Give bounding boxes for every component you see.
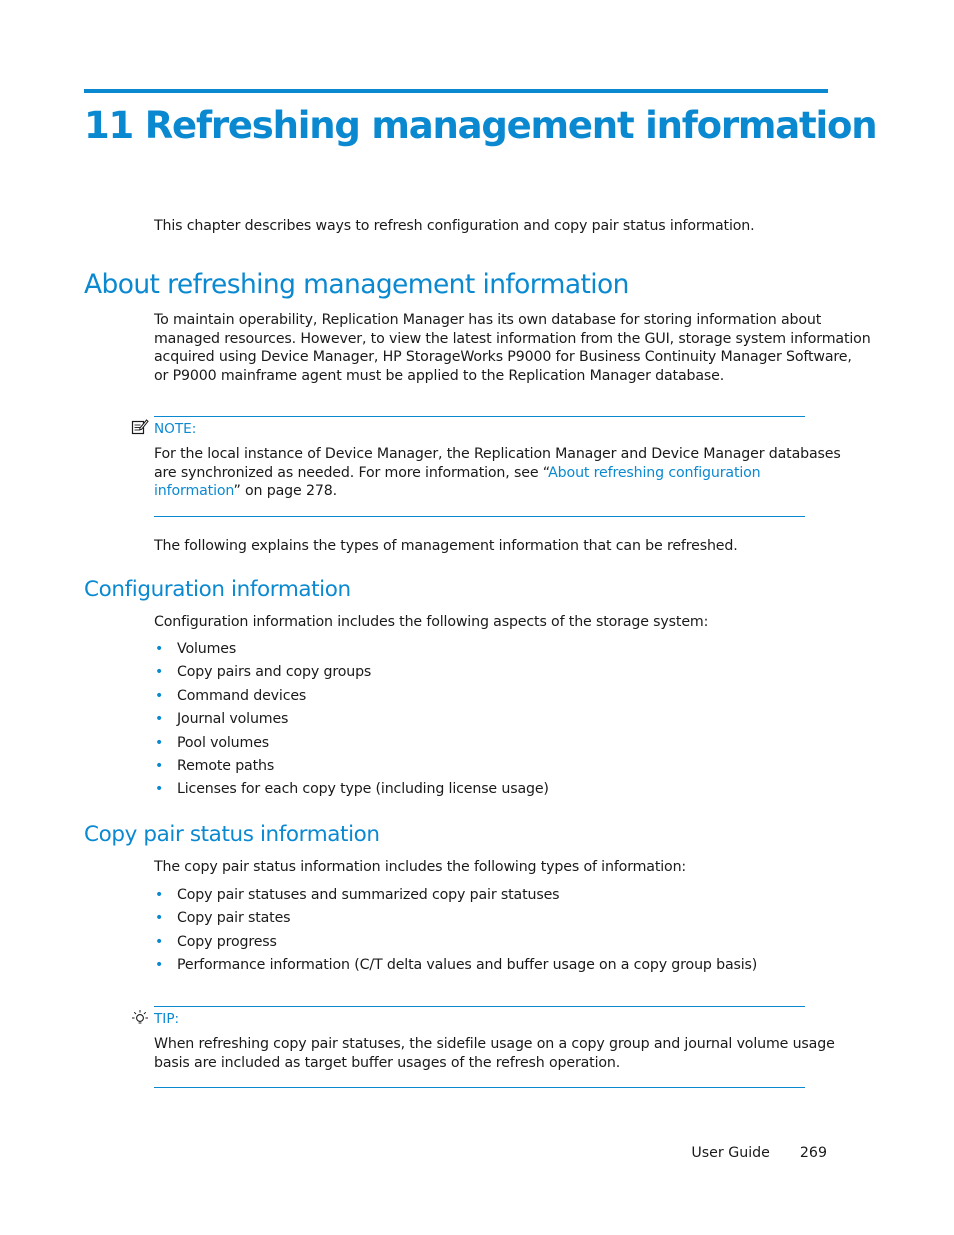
- bullet-icon: •: [155, 957, 164, 974]
- list-item: [154, 661, 549, 684]
- configuration-intro: Configuration information includes the following aspects of the storage system:: [154, 614, 709, 630]
- configuration-heading: Configuration information: [84, 577, 351, 602]
- bullet-icon: •: [155, 687, 164, 704]
- copy-pair-list: [154, 884, 757, 978]
- list-item: [154, 931, 757, 954]
- list-item-text: Journal volumes: [177, 711, 289, 728]
- bullet-icon: •: [155, 933, 164, 950]
- note-line-text: are synchronized as needed. For more information, see “: [154, 464, 549, 481]
- list-item-text: Licenses for each copy type (including license usage): [177, 781, 549, 798]
- tip-bottom-rule: [154, 1087, 805, 1088]
- note-top-rule: [154, 416, 805, 417]
- list-item-text: Volumes: [177, 641, 237, 657]
- about-paragraph-line: managed resources. However, to view the latest information from the GUI, storage system information: [154, 330, 871, 347]
- page-footer: [691, 1143, 827, 1163]
- chapter-title: 11 Refreshing management information: [84, 104, 877, 147]
- list-item-text: Copy progress: [177, 933, 277, 950]
- list-item: [154, 732, 549, 755]
- list-item: [154, 708, 549, 731]
- note-line: [154, 464, 761, 483]
- bullet-icon: •: [155, 781, 164, 798]
- list-item-text: Remote paths: [177, 758, 275, 775]
- note-link[interactable]: About refreshing configuration: [548, 464, 761, 481]
- bullet-icon: •: [155, 887, 164, 903]
- list-item-text: Pool volumes: [177, 734, 270, 751]
- note-line: [154, 482, 337, 501]
- bullet-icon: •: [155, 734, 164, 751]
- chapter-intro: This chapter describes ways to refresh configuration and copy pair status information.: [154, 218, 755, 234]
- list-item: [154, 907, 757, 930]
- bullet-icon: •: [155, 711, 164, 728]
- list-item: [154, 884, 757, 907]
- copy-pair-intro: The copy pair status information includes the following types of information:: [154, 859, 687, 875]
- list-item-text: Command devices: [177, 687, 307, 704]
- about-heading: About refreshing management information: [84, 269, 629, 300]
- tip-line: When refreshing copy pair statuses, the sidefile usage on a copy group and journal volume usage: [154, 1036, 835, 1052]
- list-item: [154, 755, 549, 778]
- about-paragraph-line: acquired using Device Manager, HP StorageWorks P9000 for Business Continuity Manager Software,: [154, 349, 852, 365]
- bullet-icon: •: [155, 758, 164, 775]
- copy-pair-heading: Copy pair status information: [84, 822, 380, 847]
- list-item-text: Copy pairs and copy groups: [177, 664, 372, 681]
- configuration-list: [154, 638, 549, 802]
- note-label: NOTE:: [154, 421, 197, 437]
- list-item-text: Copy pair statuses and summarized copy pair statuses: [177, 887, 560, 903]
- tip-top-rule: [154, 1006, 805, 1007]
- note-pencil-icon: [130, 417, 150, 437]
- list-item: [154, 685, 549, 708]
- footer-guide-name: User Guide: [691, 1145, 770, 1161]
- lightbulb-icon: [130, 1008, 150, 1028]
- note-line: For the local instance of Device Manager, the Replication Manager and Device Manager databases: [154, 446, 841, 462]
- list-item-text: Performance information (C/T delta values and buffer usage on a copy group basis): [177, 957, 758, 974]
- about-paragraph-line: or P9000 mainframe agent must be applied to the Replication Manager database.: [154, 367, 725, 384]
- bullet-icon: •: [155, 641, 164, 657]
- list-item: [154, 638, 549, 661]
- bullet-icon: •: [155, 910, 164, 927]
- tip-line: basis are included as target buffer usages of the refresh operation.: [154, 1054, 621, 1071]
- bullet-icon: •: [155, 664, 164, 681]
- list-item: [154, 954, 757, 977]
- note-bottom-rule: [154, 516, 805, 517]
- note-line-text: ” on page 278.: [233, 483, 337, 499]
- tip-label: TIP:: [154, 1011, 180, 1027]
- following-text: The following explains the types of management information that can be refreshed.: [154, 538, 738, 554]
- about-paragraph-line: To maintain operability, Replication Manager has its own database for storing information about: [154, 312, 822, 328]
- chapter-top-rule: [84, 89, 828, 93]
- list-item: [154, 778, 549, 801]
- page-number: 269: [799, 1145, 827, 1161]
- note-link[interactable]: information: [154, 483, 234, 499]
- list-item-text: Copy pair states: [177, 910, 291, 927]
